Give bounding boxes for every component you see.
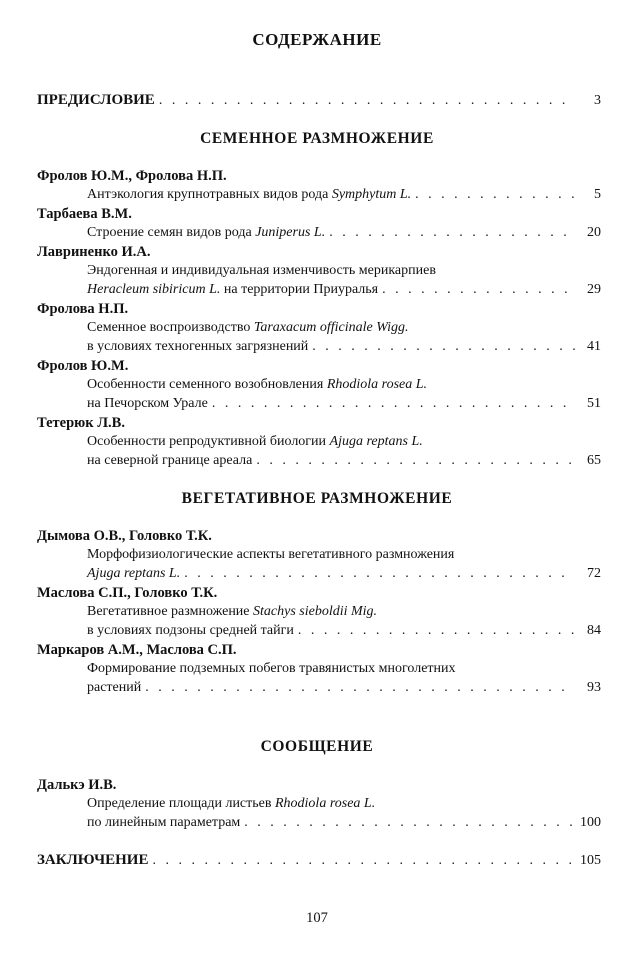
toc-entry [87, 396, 601, 412]
leader-dots [145, 680, 575, 696]
entry-author: Маслова С.П., Головко Т.К. [37, 585, 218, 601]
page-ref: 20 [587, 225, 601, 240]
page-number: 107 [306, 910, 328, 926]
leader-dots [329, 225, 575, 241]
preface-label: ПРЕДИСЛОВИЕ [37, 92, 155, 108]
entry-title-line: Эндогенная и индивидуальная изменчивость мерикарпиев [87, 263, 436, 278]
page-ref: 105 [580, 853, 601, 868]
entry-title: Heracleum sibiricum L. на территории Приуралья [87, 282, 379, 297]
entry-author: Тетерюк Л.В. [37, 415, 125, 431]
leader-dots [256, 453, 575, 469]
page-ref: 84 [587, 623, 601, 638]
entry-title-line: Особенности репродуктивной биологии Ajuga reptans L. [87, 434, 423, 449]
entry-title-line: Особенности семенного возобновления Rhodiola rosea L. [87, 377, 428, 392]
page-ref: 51 [587, 396, 601, 411]
toc-entry [87, 225, 601, 241]
toc-entry [87, 282, 601, 298]
entry-title: Строение семян видов рода Juniperus L. [87, 225, 326, 240]
entry-title: в условиях подзоны средней тайги [87, 623, 294, 638]
page-title: СОДЕРЖАНИЕ [252, 30, 382, 49]
entry-title-line: Вегетативное размножение Stachys sieboldii Mig. [87, 604, 378, 619]
entry-title: растений [87, 680, 142, 695]
entry-author: Тарбаева В.М. [37, 206, 132, 222]
toc-entry [87, 680, 601, 696]
entry-author: Фролова Н.П. [37, 301, 129, 317]
section-heading: СООБЩЕНИЕ [260, 738, 374, 755]
toc-entry [87, 187, 601, 203]
toc-entry-preface [37, 92, 601, 109]
entry-author: Далькэ И.В. [37, 777, 117, 793]
entry-title: на северной границе ареала [87, 453, 253, 468]
page-ref: 72 [587, 566, 601, 581]
section-heading: СЕМЕННОЕ РАЗМНОЖЕНИЕ [200, 130, 434, 147]
entry-author: Дымова О.В., Головко Т.К. [37, 528, 212, 544]
entry-title-line: Формирование подземных побегов травянистых многолетних [87, 661, 456, 676]
leader-dots [244, 815, 575, 831]
toc-entry-conclusion [37, 852, 601, 869]
entry-title: по линейным параметрам [87, 815, 241, 830]
toc-entry [87, 453, 601, 469]
entry-title: Антэкология крупнотравных видов рода Symphytum L. [87, 187, 412, 202]
entry-title: в условиях техногенных загрязнений [87, 339, 309, 354]
page-ref: 29 [587, 282, 601, 297]
entry-author: Маркаров А.М., Маслова С.П. [37, 642, 237, 658]
leader-dots [312, 339, 575, 355]
leader-dots [415, 187, 575, 203]
page-ref: 41 [587, 339, 601, 354]
leader-dots [298, 623, 575, 639]
leader-dots [159, 93, 575, 109]
entry-title-line: Семенное воспроизводство Taraxacum officinale Wigg. [87, 320, 409, 335]
page-ref: 65 [587, 453, 601, 468]
toc-entry [87, 623, 601, 639]
entry-author: Фролов Ю.М., Фролова Н.П. [37, 168, 227, 184]
entry-title-line: Морфофизиологические аспекты вегетативного размножения [87, 547, 455, 562]
conclusion-label: ЗАКЛЮЧЕНИЕ [37, 852, 149, 868]
section-heading: ВЕГЕТАТИВНОЕ РАЗМНОЖЕНИЕ [181, 490, 453, 507]
toc-entry [87, 815, 601, 831]
page-ref: 93 [587, 680, 601, 695]
page-ref: 5 [594, 187, 601, 202]
entry-author: Фролов Ю.М. [37, 358, 129, 374]
entry-title: Ajuga reptans L. [87, 566, 181, 581]
leader-dots [212, 396, 575, 412]
entry-title: на Печорском Урале [87, 396, 208, 411]
page-ref: 100 [580, 815, 601, 830]
toc-entry [87, 339, 601, 355]
entry-title-line: Определение площади листьев Rhodiola rosea L. [87, 796, 376, 811]
toc-entry [87, 566, 601, 582]
leader-dots [152, 853, 575, 869]
leader-dots [382, 282, 575, 298]
leader-dots [184, 566, 575, 582]
page-ref: 3 [594, 93, 601, 108]
entry-author: Лавриненко И.А. [37, 244, 151, 260]
